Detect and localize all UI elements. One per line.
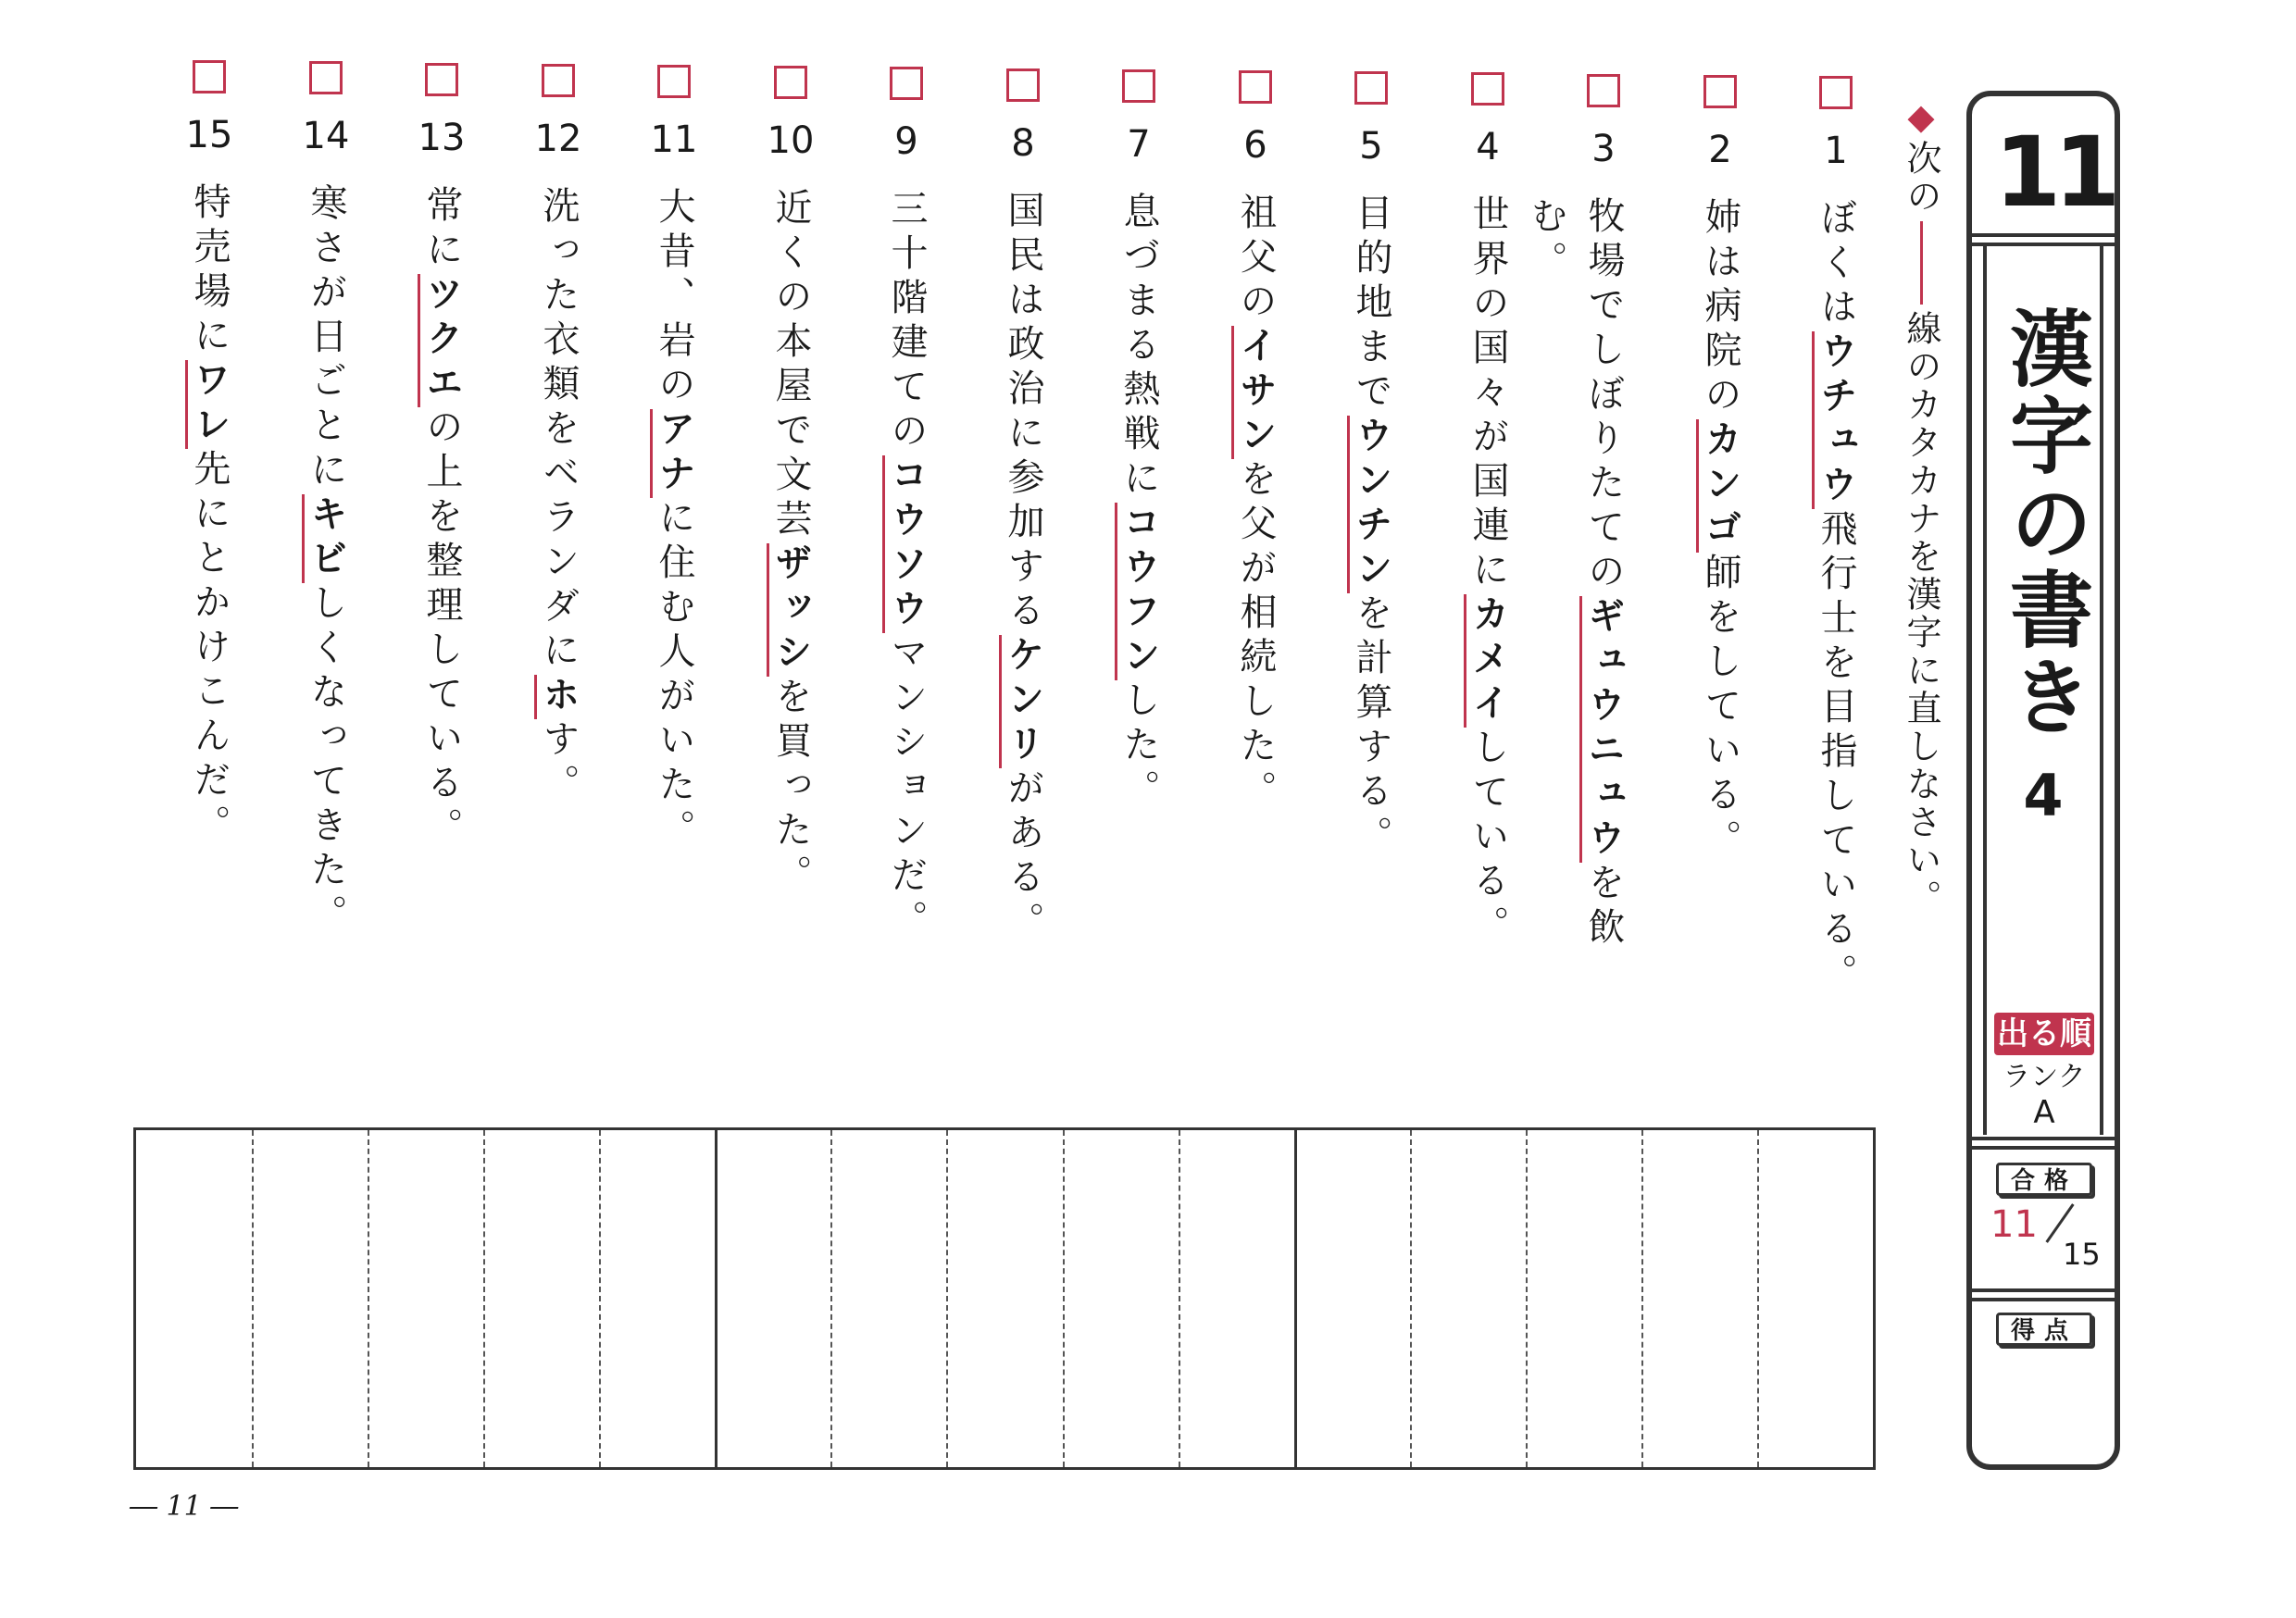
sentence-before: 近くの本屋で文芸 — [769, 188, 812, 543]
sentence-after: 師をしている。 — [1699, 553, 1741, 864]
question-sentence — [878, 189, 935, 1022]
question-sentence — [530, 186, 587, 1019]
grid-column-line — [483, 1130, 485, 1467]
katakana-target: カンゴ — [1696, 419, 1741, 553]
question-sentence — [1227, 193, 1284, 1026]
grid-column-line — [830, 1130, 832, 1467]
question-number: 13 — [418, 117, 466, 159]
question-sentence — [297, 183, 355, 1016]
question-sentence — [1459, 194, 1516, 1027]
diamond-icon: ◆ — [1901, 96, 1941, 140]
grid-column-line — [1757, 1130, 1759, 1467]
page-title: 漢字の書き — [1995, 305, 2092, 741]
question-number: 1 — [1824, 130, 1848, 172]
question-number: 2 — [1708, 129, 1732, 171]
grid-column-line — [1526, 1130, 1528, 1467]
sentence-after: す。 — [537, 719, 580, 808]
sentence-after: を飲む。 — [1525, 196, 1625, 952]
sentence-before: 大昔、岩の — [653, 187, 695, 409]
sentence-after: を父が相続した。 — [1234, 459, 1277, 815]
katakana-target: キビ — [302, 494, 347, 583]
underline-marker-icon — [1920, 221, 1923, 305]
sentence-before: 姉は病院の — [1699, 197, 1741, 419]
question-number: 10 — [767, 119, 815, 162]
sentence-after: の上を整理している。 — [420, 407, 463, 852]
drill-number: 11 — [1994, 116, 2114, 229]
checkbox[interactable] — [1006, 68, 1040, 102]
question-number: 9 — [894, 120, 918, 163]
katakana-target: ウンチン — [1347, 416, 1392, 593]
sentence-before: 特売場に — [188, 182, 231, 360]
sidebar-divider — [1972, 1137, 2115, 1150]
question-sentence — [413, 185, 470, 1018]
answer-grid[interactable] — [133, 1127, 1876, 1470]
grid-column-line — [1179, 1130, 1180, 1467]
question-sentence — [1342, 193, 1400, 1027]
sentence-before: 三十階建ての — [885, 189, 928, 455]
sentence-after: している。 — [1466, 728, 1509, 950]
score-label: 得点 — [1996, 1313, 2092, 1346]
question-number: 12 — [534, 118, 582, 160]
katakana-target: カメイ — [1464, 594, 1509, 728]
katakana-target: コウフン — [1115, 503, 1160, 680]
checkbox[interactable] — [890, 67, 923, 100]
checkbox[interactable] — [309, 61, 343, 94]
checkbox[interactable] — [1587, 74, 1620, 107]
sentence-before: 国民は政治に参加する — [1002, 191, 1044, 635]
sentence-before: 祖父の — [1234, 193, 1277, 326]
question-sentence — [1525, 196, 1632, 1029]
question-sentence — [181, 182, 238, 1015]
question-number: 5 — [1359, 125, 1383, 168]
katakana-target: ケンリ — [999, 635, 1044, 768]
sentence-after: 飛行士を目指している。 — [1815, 509, 1857, 998]
checkbox[interactable] — [1471, 72, 1504, 106]
grid-column-line — [1641, 1130, 1643, 1467]
question-number: 7 — [1127, 123, 1151, 166]
grid-column-line — [599, 1130, 601, 1467]
checkbox[interactable] — [425, 63, 458, 96]
grid-column-line — [715, 1130, 718, 1467]
sentence-after: マンションだ。 — [885, 633, 928, 944]
instruction-prefix: 次の — [1901, 140, 1941, 216]
sentence-after: しくなってきた。 — [305, 583, 347, 939]
question-number: 8 — [1011, 122, 1035, 165]
question-sentence — [994, 191, 1052, 1024]
katakana-target: イサン — [1231, 326, 1277, 459]
checkbox[interactable] — [1819, 76, 1853, 109]
katakana-target: ウチュウ — [1812, 331, 1857, 509]
level-number: 4 — [2023, 762, 2064, 829]
question-number: 4 — [1476, 126, 1500, 168]
checkbox[interactable] — [542, 64, 575, 97]
checkbox[interactable] — [774, 66, 807, 99]
pass-score: 11 — [1990, 1203, 2038, 1246]
question-sentence — [1807, 198, 1865, 1031]
checkbox[interactable] — [1354, 71, 1388, 105]
sentence-before: 常に — [420, 185, 463, 274]
question-number: 3 — [1591, 128, 1616, 170]
katakana-target: アナ — [650, 409, 695, 498]
sentence-after: を買った。 — [769, 677, 812, 899]
sentence-after: した。 — [1117, 680, 1160, 814]
katakana-target: ツクエ — [418, 274, 463, 407]
sentence-before: ぼくは — [1815, 198, 1857, 331]
pass-total: 15 — [2063, 1237, 2101, 1272]
question-sentence — [762, 188, 819, 1021]
sentence-after: がある。 — [1002, 768, 1044, 946]
sentence-after: に住む人がいた。 — [653, 498, 695, 853]
katakana-target: ザッシ — [767, 543, 812, 677]
rank-label: ランク — [2003, 1061, 2086, 1093]
katakana-target: ギュウニュウ — [1579, 596, 1625, 863]
sidebar-divider — [1972, 1288, 2115, 1301]
question-sentence — [645, 187, 703, 1020]
sidebar-divider — [1972, 233, 2115, 246]
grid-column-line — [1294, 1130, 1297, 1467]
page-number: ― 11 ― — [130, 1490, 239, 1523]
katakana-target: ホ — [534, 675, 580, 719]
checkbox[interactable] — [1703, 75, 1737, 108]
instruction-suffix: 線のカタカナを漢字に直しなさい。 — [1901, 310, 1941, 917]
question-number: 15 — [185, 114, 233, 156]
sentence-before: 洗った衣類をベランダに — [537, 186, 580, 675]
question-sentence — [1691, 197, 1749, 1030]
sentence-before: 世界の国々が国連に — [1466, 194, 1509, 594]
checkbox[interactable] — [1122, 69, 1155, 103]
checkbox[interactable] — [193, 60, 226, 93]
sentence-before: 牧場でしぼりたての — [1582, 196, 1625, 596]
rank-badge: 出る順 — [1994, 1013, 2094, 1055]
question-number: 11 — [650, 118, 698, 161]
katakana-target: ワレ — [185, 360, 231, 449]
instruction — [1898, 96, 1944, 929]
checkbox[interactable] — [657, 65, 691, 98]
checkbox[interactable] — [1239, 70, 1272, 104]
grid-column-line — [1063, 1130, 1065, 1467]
katakana-target: コウソウ — [882, 455, 928, 633]
sentence-before: 寒さが日ごとに — [305, 183, 347, 494]
sentence-after: 先にとかけこんだ。 — [188, 449, 231, 849]
sentence-after: を計算する。 — [1350, 593, 1392, 860]
grid-column-line — [1410, 1130, 1412, 1467]
grid-column-line — [946, 1130, 948, 1467]
rank-value: A — [2033, 1094, 2055, 1131]
sentence-before: 息づまる熱戦に — [1117, 192, 1160, 503]
question-number: 14 — [302, 115, 350, 157]
question-sentence — [1110, 192, 1167, 1025]
sentence-before: 目的地まで — [1350, 193, 1392, 416]
question-number: 6 — [1243, 124, 1267, 167]
grid-column-line — [252, 1130, 254, 1467]
grid-column-line — [368, 1130, 369, 1467]
pass-label: 合格 — [1996, 1163, 2092, 1196]
